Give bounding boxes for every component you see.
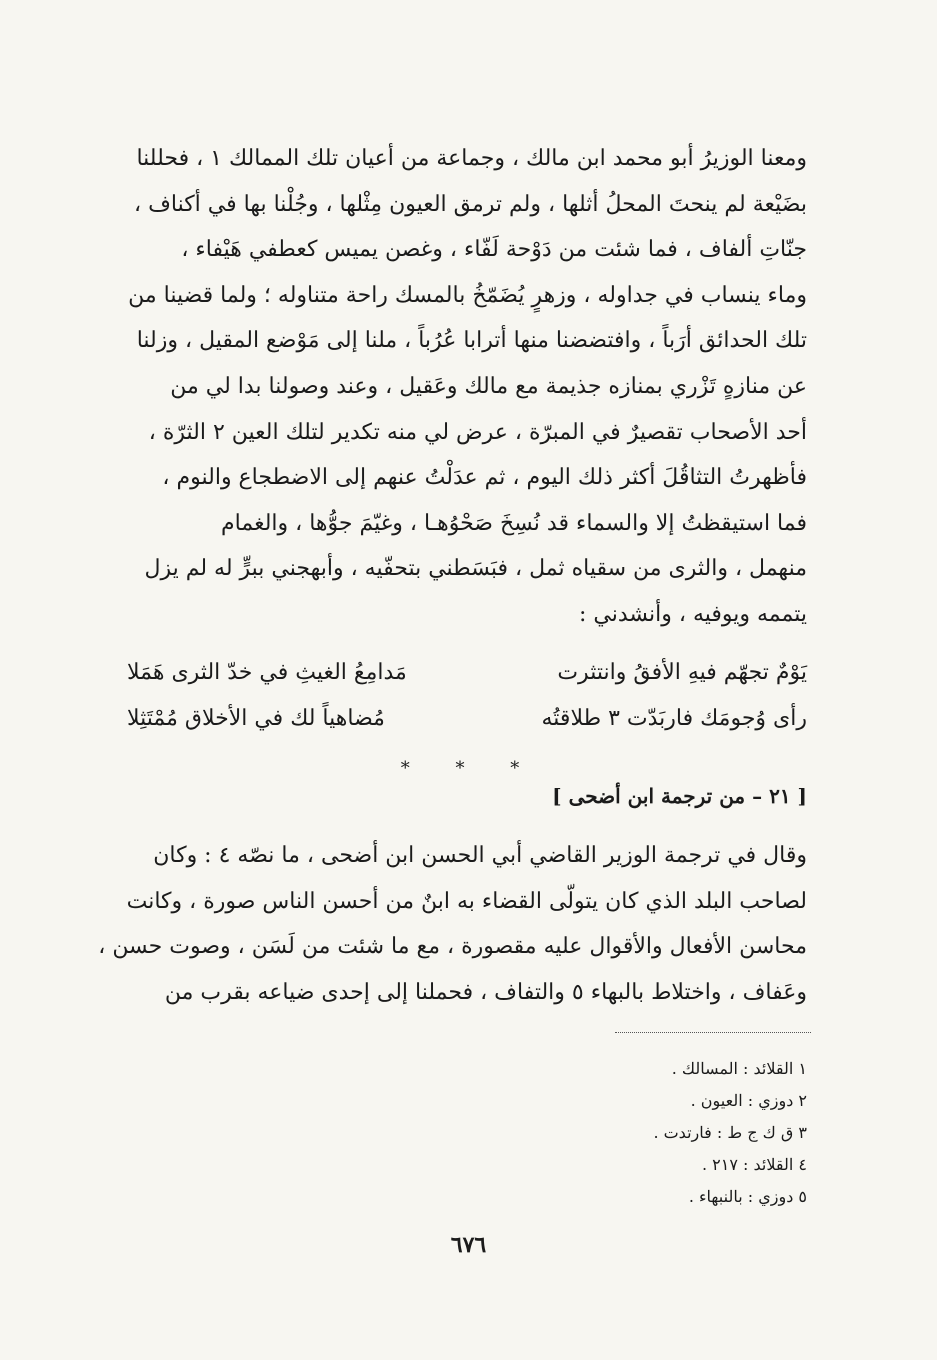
text-line: بضَيْعة لم ينحتَ المحلُ أثلها ، ولم ترمق العيون مِثْلها ، وجُلْنا بها في أكناف ، (133, 191, 807, 217)
verse-second-hemistich: مَدامِعُ الغيثِ في خدّ الثرى هَمَلا (127, 660, 407, 685)
footnotes (653, 1053, 807, 1213)
text-line: فما استيقظتُ إلا والسماء قد نُسِخَ صَحْوُهـا ، وغيّمَ جوُّها ، والغمام (221, 510, 807, 536)
footnote: ١ القلائد : المسالك . (671, 1059, 807, 1078)
section-heading: [ ٢١ – من ترجمة ابن أضحى ] (552, 784, 807, 808)
text-line: يتممه ويوفيه ، وأنشدني : (578, 601, 807, 627)
footnote: ٥ دوزي : بالنبهاء . (688, 1187, 807, 1206)
verse-first-hemistich: رأى وُجومَك فاربَدّت ٣ طلاقتُه (541, 706, 807, 731)
verse-second-hemistich: مُضاهياً لك في الأخلاق مُمْتَثِلا (127, 706, 385, 731)
verse-first-hemistich: يَوْمٌ تجهّم فيهِ الأفقُ وانتثرت (557, 660, 807, 685)
footnote: ٤ القلائد : ٢١٧ . (701, 1155, 807, 1174)
text-line: أحد الأصحاب تقصيرٌ في المبرّة ، عرض لي منه تكدير لتلك العين ٢ الثرّة ، (148, 419, 807, 445)
text-line: جنّاتِ ألفاف ، فما شئت من دَوْحة لَفّاء ، وغصن يميس كعطفي هَيْفاء ، (181, 237, 807, 263)
text-line: وعَفاف ، واختلاط بالبهاء ٥ والتفاف ، فحملنا إلى إحدى ضياعه بقرب من (164, 979, 807, 1005)
paragraph-2 (98, 833, 807, 1015)
poem-verse (127, 696, 807, 742)
footnote-divider (615, 1032, 811, 1033)
footnote: ٣ ق ك ج ط : فارتدت . (653, 1123, 807, 1142)
text-line: لصاحب البلد الذي كان يتولّى القضاء به ابنٌ من أحسن الناس صورة ، وكانت (126, 888, 807, 914)
text-line: محاسن الأفعال والأقوال عليه مقصورة ، مع ما شئت من لَسَن ، وصوت حسن ، (98, 934, 807, 960)
text-line: وقال في ترجمة الوزير القاضي أبي الحسن ابن أضحى ، ما نصّه ٤ : وكان (153, 843, 807, 868)
page-number: ٦٧٦ (450, 1232, 487, 1258)
text-line: منهمل ، والثرى من سقياه ثمل ، فبَسَطني بتحفّيه ، وأبهجني ببرٍّ له لم يزل (144, 556, 807, 582)
text-line: ومعنا الوزيرُ أبو محمد ابن مالك ، وجماعة من أعيان تلك الممالك ١ ، فحللنا (136, 146, 807, 171)
text-line: عن منازهٍ تَزْري بمنازه جذيمة مع مالك وعَقيل ، وعند وصولنا بدا لي من (170, 373, 807, 399)
section-separator: * * * (400, 758, 540, 779)
text-line: فأظهرتُ التثاقُلَ أكثر ذلك اليوم ، ثم عدَلْتُ عنهم إلى الاضطجاع والنوم ، (162, 465, 807, 491)
text-line: وماء ينساب في جداوله ، وزهرٍ يُضَمّخُ بالمسك راحة متناوله ؛ ولما قضينا من (128, 282, 807, 308)
poem-verse (127, 650, 807, 696)
text-line: تلك الحدائق أرَباً ، وافتضضنا منها أترابا عُرُباً ، ملنا إلى مَوْضع المقيل ، وزلنا (136, 328, 807, 354)
poem (127, 650, 807, 742)
footnote: ٢ دوزي : العيون . (690, 1091, 807, 1110)
paragraph-1 (127, 136, 807, 638)
